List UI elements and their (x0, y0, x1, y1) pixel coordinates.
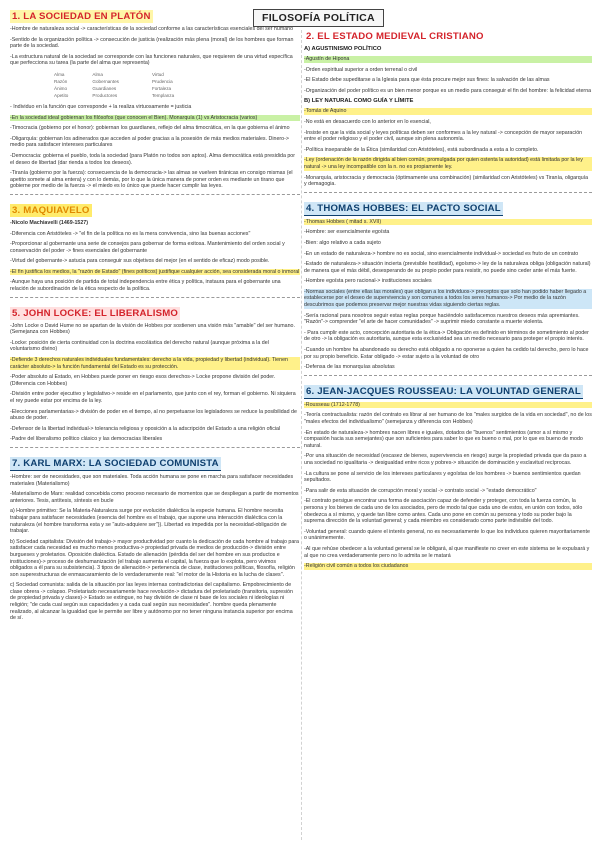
marx-p5: c) Sociedad comunista: salida de la situación por las leyes internas contradictorias del capitalismo. Empobrecimiento de clase obrera -> colapso. Proletariado necesariamente hace revolución-> dictadura del proletariado (transitoria, supresión de propiedad privada y clases)-> Estado se extingue, no hay división de clase ni base de los sociales ni ideologías ni religión; "de cada cual según sus capacidades y a cada cual según sus necesidades". hombre queda plenamente realizado, al alcanzar la igualdad que le permite ser libre y autónomo por no tener ninguna instancia superior por encima de sí. (10, 582, 293, 622)
section-title-medieval: 2. EL ESTADO MEDIEVAL CRISTIANO (306, 31, 484, 42)
platon-p9: -Tiranía (gobierno por la fuerza): consecuencia de la democracia-> las almas se vuelven tiránicas en consigo mismas (el apetito somete al alma entera) y con lo demás, por lo que la única manera de poner orden es mediante un tirano que gobierne por medio de la fuerza -> el miedo es lo único que puede hacer cumplir las leyes. (10, 170, 293, 190)
hobbes-p8: -Sería racional para nosotros seguir estas reglas porque haciéndolo satisfacemos nuestros deseos más apremiantes. "Razón"-> comprender "el arte de hacer comunidades" -> suprimir miedo constante a muerte violenta. (304, 312, 580, 326)
rousseau-p7: -El contrato persigue encontrar una forma de asociación capaz de defender y proteger, con toda la fuerza común, la persona y los bienes de cada uno de los asociados, pero de modo tal que cada uno de estos, en unión con todos, sólo obedezca a sí mismo, y quede tan libre como antes. Cada uno pone en común su persona y todo su poder bajo la suprema dirección de la voluntad general; y cada miembro es considerado como parte indivisible del todo. (304, 498, 583, 525)
maquiavelo-p6: -Aunque haya una posición de partida de total independencia entre ética y política, instaura para el gobernante una relación de subordinación de la ética respecto de la política. (10, 279, 281, 293)
left-column (10, 6, 300, 626)
divider (10, 447, 300, 448)
soul-cell: Alma (54, 71, 65, 77)
subsection-agustinismo: A) AGUSTINISMO POLÍTICO (304, 46, 382, 52)
marx-p4: b) Sociedad capitalista: División del trabajo-> mayor productividad por cuanto la dedicación de cada hombre al trabajo para satisfacer cada necesidad es mucho menos productiva-> propiedad privada de medios de producción-> división entre burgueses y proletarios. Oposición dialéctica. Estado de alienación (pérdida del ser del hombre en sus productos e instituciones)-> proceso de deshumanización (el trabajo aumenta el capital, la fuerza que lo explota, pero vivimos obligados a él para su subsistencia). 3 tipos de alienación-> pertenencia de clase, instituciones políticas, filosofía, religión son superestructuras de enmascaramiento de lo verdaderamente real: "el motor de la Historia es la lucha de clases". (10, 538, 299, 578)
rousseau-p9: -Al que rehúse obedecer a la voluntad general se le obligará, al que manifieste no creer en este sistema se le expulsará y al que no crea verdaderamente pero no lo admita se le matará (304, 545, 590, 559)
locke-p3: -Defiende 3 derechos naturales individuales fundamentales: derecho a la vida, propiedad y libertad (individual). Tienen carácter absoluto-> la función fundamental del Estado es su protección. (10, 357, 300, 370)
rousseau-p3: -En estado de naturaleza-> hombres nacen libres e iguales, dotados de "buenos" sentimientos (amor a sí mismo y compasión hacia sus semejantes) que son suficientes para saber lo que es bueno o mal, por lo que es bueno de modo natural. (304, 429, 583, 449)
hobbes-p5: -Estado de naturaleza-> situación incierta (previsible hostilidad), egoísmo-> ley de la naturaleza obliga (obligación natural) de manera que el más débil, desesperando de su propio poder para resistir, no puede sino ceder ante el más fuerte. (304, 261, 591, 274)
section-title-platon: 1. LA SOCIEDAD EN PLATÓN (12, 11, 151, 22)
medieval-b-p2: -No está en desacuerdo con lo anterior en lo esencial, (304, 118, 431, 125)
hobbes-p7: -Normas sociales (entre ellas las morales) que obligan a los individuos-> preceptos que solo han podido haber llegado a establecerse por el deseo de supervivencia y son comunes a todos los seres humanos-> Por medio de la razón descubrimos que podemos preservar mejor nuestras vidas siguiendo ciertas reglas. (304, 289, 592, 309)
rousseau-p1: -Rousseau (1712-1778) (304, 402, 592, 409)
section-title-hobbes: 4. THOMAS HOBBES: EL PACTO SOCIAL (306, 202, 501, 214)
hobbes-p6: -Hombre egoísta pero racional-> instituciones sociales (304, 278, 432, 285)
rousseau-p4: -Por una situación de necesidad (escasez de bienes, supervivencia en riesgo) surge la propiedad privada que da paso a una sociedad no igualitaria -> desigualdad entre ricos y pobres-> situación de dominación y esclavitud recíprocas. (304, 453, 587, 466)
hobbes-p9: - Para cumplir este acto, concepción autoritaria de la ética-> Obligación es definido en términos de sometimiento al poder de otro -> la obligación es autoritaria, aunque esta exclusividad sea un medio necesario para proteger el propio interés. (304, 329, 589, 343)
hobbes-p10: -Cuando un hombre ha abandonado su derecho está obligado a no oponerse a quien ha cedido tal derecho, pero lo hace por su propio beneficio. Estar obligado -> estar sujeto a la voluntad de otro (304, 347, 589, 360)
platon-p4: - Individuo en la función que corresponde + la realiza virtuosamente = justicia (10, 103, 192, 110)
platon-p1: -Hombre de naturaleza social -> características de la sociedad conforme a las características esenciales del ser humano (10, 26, 294, 32)
medieval-a-p4: -Organización del poder político es un bien menor porque es un medio para conseguir el fin del hombre: la felicidad eterna (304, 87, 592, 94)
hobbes-p4: -En un estado de naturaleza-> hombre no es social, sino esencialmente individual-> sociedad es fruto de un contrato (304, 250, 579, 257)
hobbes-p11: -Defensa de las monarquías absolutas (304, 364, 395, 371)
divider (10, 297, 300, 298)
platon-p8: -Democracia: gobierna el pueblo, toda la sociedad (para Platón no todos son aptos). Alma democrática está presidida por el deseo de libertad (dar rienda a todos los deseos). (10, 152, 296, 166)
marx-p1: -Hombre: ser de necesidades, que son materiales. Toda acción humana se pone en marcha para satisfacer necesidades materiales (Materialismo) (10, 473, 294, 487)
medieval-b-p3: -Insiste en que la vida social y leyes políticas deben ser conformes a la ley natural -> concepción de mayor separación entre el poder religioso y el poder civil, aunque sin plena autonomía. (304, 129, 583, 143)
subsection-ley-natural: B) LEY NATURAL COMO GUÍA Y LÍMITE (304, 98, 414, 105)
soul-cell: Prudencia (151, 78, 173, 84)
medieval-b-p6: -Monarquía, aristocracia y democracia (óptimamente una combinación) (similaridad con Aristóteles) vs Tiranía, oligarquía y demagogia. (304, 174, 589, 188)
maquiavelo-p5: -El fin justifica los medios, la "razón de Estado" (fines políticos) justifique cualquier acción, sea considerada moral o inmoral (10, 268, 300, 275)
section-title-maquiavelo: 3. MAQUIAVELO (12, 204, 90, 216)
soul-cell: Alma (92, 71, 103, 77)
medieval-a-p3: -El Estado debe supeditarse a la Iglesia para que ésta procure mejor sus fines: la salvación de las almas (304, 77, 550, 84)
platon-p7: -Oligarquía: gobiernan los adinerados que acceden al poder gracias a la posesión de más medios materiales. Dinero-> medio para satisfacer intereses particulares (10, 135, 289, 149)
locke-p2: -Locke: posición de cierta continuidad con la doctrina escolástica del derecho natural (aunque próxima a la del voluntarismo divino) (10, 339, 269, 353)
medieval-b-p4: -Política inseparable de la Ética (similaridad con Aristóteles), está subordinada a esta a lo completo. (304, 146, 539, 153)
locke-p4: -Poder absoluto al Estado, en Hobbes puede poner en riesgo esos derechos-> Locke propone división del poder. (Diferencia con Hobbes) (10, 374, 276, 387)
soul-table (50, 71, 200, 99)
soul-cell: Virtud (151, 71, 164, 77)
locke-p6: -Elecciones parlamentarias-> división de poder en el tiempo, al no perpetuarse los legisladores se reduce la posibilidad de abuso de poder. (10, 408, 297, 422)
platon-p6: -Timocracia (gobierno por el honor): gobiernan los guardianes, reflejo del alma timocrática, en la que gobierna el ánimo (10, 125, 290, 132)
rousseau-p10: -Religión civil común a todos los ciudadanos (304, 563, 592, 570)
section-title-locke: 5. JOHN LOCKE: EL LIBERALISMO (12, 307, 179, 319)
marx-p3: a) Hombre primitivo: Se la Materia-Naturaleza surge por evolución dialéctica la especie humana. El hombre necesita trabajar para satisfacer necesidades (esencia del hombre es el trabajo, que supone una interacción dialéctica con la naturaleza (el hombre transforma esta y se "auto-adquiere ser")). Libertad es impedida por la necesidad-obligación de trabajar. (10, 508, 287, 535)
soul-cell: Productores (92, 92, 118, 98)
soul-cell: Gobernantes (92, 78, 119, 84)
soul-cell: Fortaleza (151, 85, 172, 91)
maquiavelo-p2: -Diferencia con Aristóteles -> "el fin de la política no es la mera convivencia, sino las buenas acciones" (10, 230, 251, 237)
medieval-a-p2: -Orden espiritual superior a orden terrenal o civil (304, 66, 418, 73)
right-column (304, 30, 592, 574)
section-title-rousseau: 6. JEAN-JACQUES ROUSSEAU: LA VOLUNTAD GENERAL (306, 385, 581, 397)
section-title-marx: 7. KARL MARX: LA SOCIEDAD COMUNISTA (12, 457, 219, 469)
medieval-b-p1: -Tomás de Aquino (304, 108, 592, 115)
medieval-b-p5: -Ley (ordenación de la razón dirigida al bien común, promulgada por quien ostenta la autoridad) está limitada por la ley natural -> una ley incompatible con la n. no es propiamente ley. (304, 157, 592, 170)
rousseau-p8: -Voluntad general: cuando quiere el interés general, no es necesariamente lo que los individuos quieren mayoritariamente o unánimemente. (304, 528, 590, 542)
rousseau-p5: -La cultura se pone al servicio de los intereses particulares y egoístas de los hombres -> buenos sentimientos quedan sepultados. (304, 470, 581, 484)
divider (304, 192, 592, 193)
platon-p3: -La estructura natural de la sociedad se corresponde con las funciones naturales, que requieren de una virtud específica que perfecciona su tarea (la parte del alma que representa) (10, 53, 293, 67)
soul-cell: Templanza (151, 92, 175, 98)
locke-p5: -División entre poder ejecutivo y legislativo-> reside en el parlamento, que junto con el rey, forman el gobierno. Ni siquiera el rey puede estar por encima de la ley. (10, 391, 296, 404)
medieval-a-p1: -Agustín de Hipona (304, 56, 592, 63)
locke-p8: -Padre del liberalismo político clásico y las democracias liberales (10, 436, 163, 443)
locke-p1: -John Locke o David Hume no se apartan de la visión de Hobbes por sostienen una visión más "amable" del ser humano. (Semejanza con Hobbes) (10, 322, 295, 336)
hobbes-p3: -Bien: algo relativo a cada sujeto (304, 239, 381, 246)
platon-p2: -Sentido de la organización política -> consecución de justicia (realización más plena (moral) de los hombres que forman parte de la sociedad. (10, 36, 294, 50)
maquiavelo-p4: -Virtud del gobernante-> astucia para conseguir sus objetivos del mejor (en el sentido de eficaz) modo posible. (10, 258, 270, 265)
locke-p7: -Defensor de la libertad individual-> tolerancia religiosa y oposición a la adscripción del Estado a una religión oficial (10, 425, 281, 432)
soul-cell: Apetito (54, 92, 69, 98)
platon-p5: -En la sociedad ideal gobiernan los filósofos (que conocen el Bien). Monarquía (1) vs Aristocracia (varios) (10, 115, 300, 122)
page-title: FILOSOFÍA POLÍTICA (253, 9, 384, 27)
soul-cell: Razón (54, 78, 68, 84)
soul-cell: Guardianes (92, 85, 117, 91)
rousseau-p6: -Para salir de esta situación de corrupción moral y social -> contrato social -> "estado democrático" (304, 487, 537, 494)
hobbes-p2: -Hombre: ser esencialmente egoísta (304, 229, 390, 236)
column-divider (301, 30, 302, 840)
maquiavelo-p1: -Nicolo Machiavelli (1469-1527) (10, 219, 89, 226)
divider (304, 375, 592, 376)
marx-p2: -Materialismo de Marx: realidad concebida como proceso necesario de momentos que se despliegan a partir de momentos anteriores. Tesis, antítesis, síntesis en bucle (10, 491, 299, 504)
rousseau-p2: -Teoría contractualista: razón del contrato es librar al ser humano de los "males surgidos de la vida en sociedad", no de los "males efectos del individualismo" (semejanza y diferencia con Hobbes) (304, 412, 592, 425)
hobbes-p1: -Thomas Hobbes ( mitad s. XVII) (304, 219, 592, 226)
soul-cell: Ánimo (54, 85, 68, 91)
maquiavelo-p3: -Proporcionar al gobernante una serie de consejos para gobernar de forma exitosa. Mantenimiento del orden social y conservación del poder -> fines esenciales del gobernante (10, 241, 285, 254)
divider (10, 194, 300, 195)
